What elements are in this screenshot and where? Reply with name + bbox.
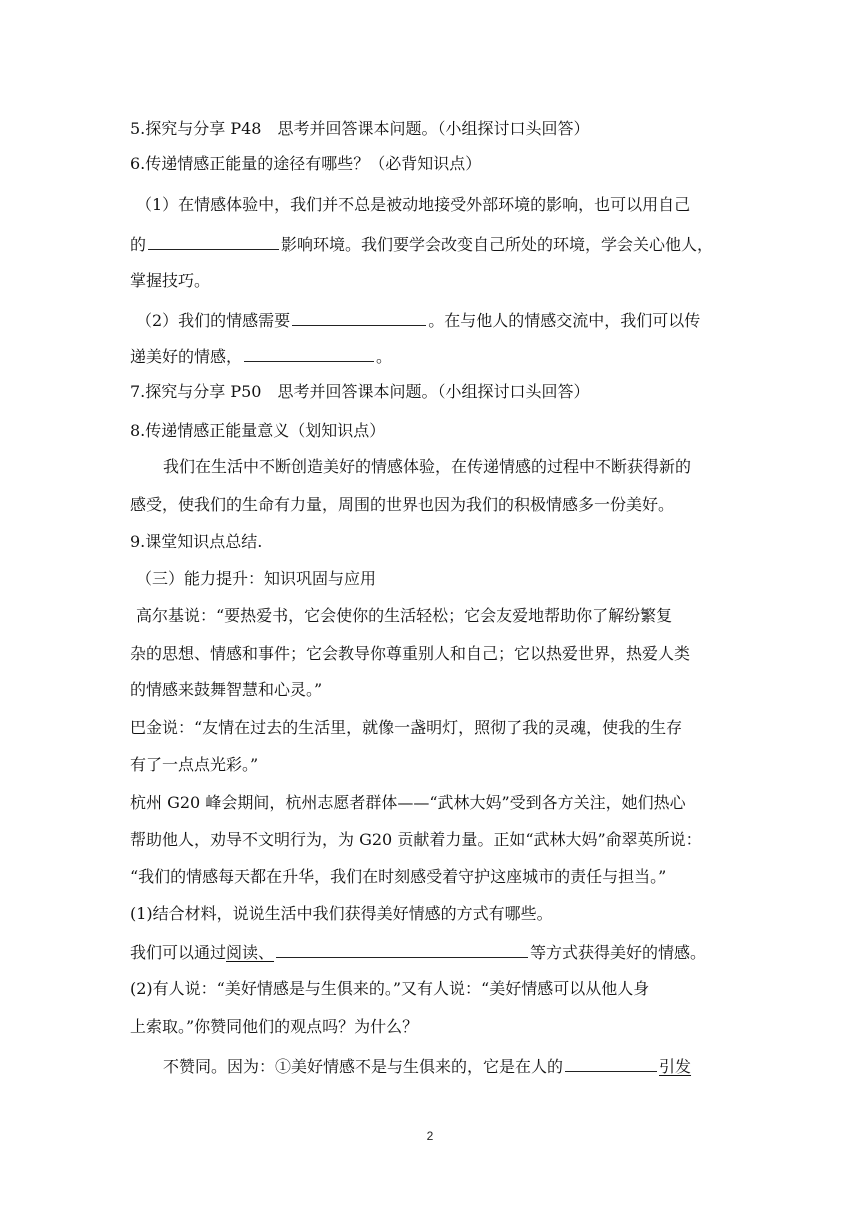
text-fragment: 。 [376, 347, 393, 366]
item-8-paragraph-line-2: 感受，使我们的生命有力量，周围的世界也因为我们的积极情感多一份美好。 [130, 495, 675, 514]
quote-gorky-line-3: 的情感来鼓舞智慧和心灵。” [130, 680, 323, 699]
item-6-point-1-line-1: （1）在情感体验中，我们并不总是被动地接受外部环境的影响，也可以用自己 [136, 195, 691, 214]
fill-in-blank [276, 939, 528, 958]
text-fragment: 的 [130, 235, 147, 254]
question-1-answer-line [130, 939, 730, 965]
question-2-line-2: 上索取。”你赞同他们的观点吗？为什么？ [130, 1017, 419, 1036]
question-1-line: (1)结合材料，说说生活中我们获得美好情感的方式有哪些。 [130, 904, 553, 923]
underlined-answer: 引发 [659, 1057, 692, 1076]
fill-in-blank [565, 1053, 657, 1072]
fill-in-blank [148, 231, 279, 250]
question-2-answer-line [163, 1053, 763, 1079]
text-fragment: 我们可以通过 [130, 943, 227, 962]
item-6-point-1-line-3: 掌握技巧。 [130, 271, 211, 290]
fill-in-blank [292, 307, 426, 326]
g20-paragraph-line-3: “我们的情感每天都在升华，我们在时刻感受着守护这座城市的责任与担当。” [130, 867, 667, 886]
g20-paragraph-line-1: 杭州 G20 峰会期间，杭州志愿者群体——“武林大妈”受到各方关注，她们热心 [130, 793, 686, 812]
text-fragment: 递美好的情感， [130, 347, 243, 366]
fill-in-blank [244, 343, 374, 362]
g20-paragraph-line-2: 帮助他人，劝导不文明行为，为 G20 贡献着力量。正如“武林大妈”俞翠英所说： [130, 830, 702, 849]
item-6-heading: 6.传递情感正能量的途径有哪些？（必背知识点） [130, 154, 482, 173]
text-fragment: （2）我们的情感需要 [136, 311, 291, 330]
text-fragment: 等方式获得美好的情感。 [530, 943, 707, 962]
quote-bajin-line-1: 巴金说：“友情在过去的生活里，就像一盏明灯，照彻了我的灵魂，使我的生存 [130, 718, 683, 737]
text-fragment: 影响环境。我们要学会改变自己所处的环境，学会关心他人， [281, 235, 714, 254]
item-5-line: 5.探究与分享 P48 思考并回答课本问题。（小组探讨口头回答） [130, 119, 590, 138]
quote-gorky-line-2: 杂的思想、情感和事件；它会教导你尊重别人和自己；它以热爱世界，热爱人类 [130, 644, 691, 663]
item-7-line: 7.探究与分享 P50 思考并回答课本问题。（小组探讨口头回答） [130, 382, 590, 401]
question-2-line-1: (2)有人说：“美好情感是与生俱来的。”又有人说：“美好情感可以从他人身 [130, 979, 650, 998]
text-fragment: 不赞同。因为：①美好情感不是与生俱来的，它是在人的 [163, 1057, 564, 1076]
page-number: 2 [426, 1129, 434, 1143]
item-8-paragraph-line-1: 我们在生活中不断创造美好的情感体验，在传递情感的过程中不断获得新的 [163, 457, 692, 476]
section-3-heading: （三）能力提升：知识巩固与应用 [136, 569, 377, 588]
item-6-point-2-line-1 [136, 307, 736, 333]
item-8-heading: 8.传递情感正能量意义（划知识点） [130, 421, 386, 440]
item-9-line: 9.课堂知识点总结. [130, 532, 263, 551]
underlined-answer: 阅读、 [226, 943, 275, 962]
quote-bajin-line-2: 有了一点点光彩。” [130, 755, 259, 774]
item-6-point-1-line-2 [130, 231, 730, 257]
quote-gorky-line-1: 高尔基说：“要热爱书，它会使你的生活轻松；它会友爱地帮助你了解纷繁复 [136, 606, 673, 625]
text-fragment: 。在与他人的情感交流中，我们可以传 [428, 311, 701, 330]
item-6-point-2-line-2 [130, 343, 730, 369]
